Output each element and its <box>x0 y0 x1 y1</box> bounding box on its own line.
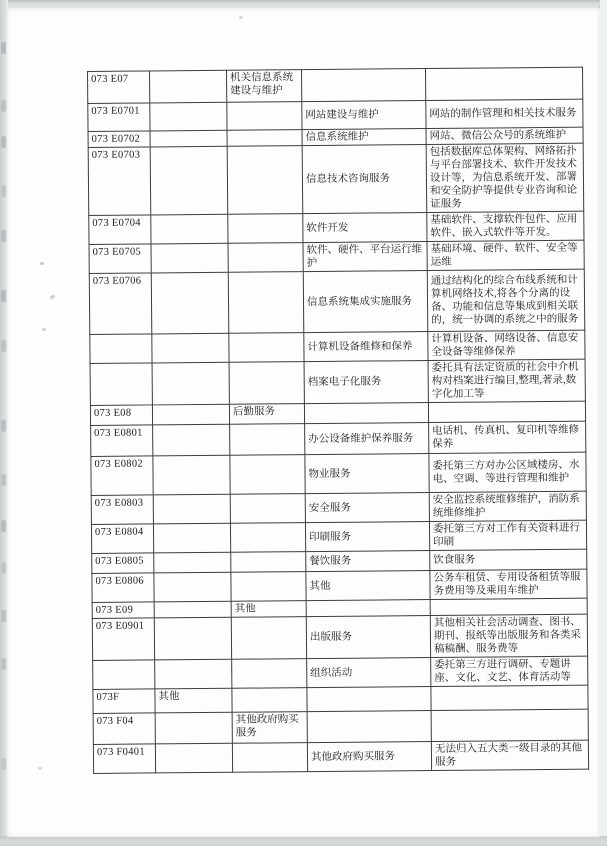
cell-level3: 软件开发 <box>303 213 427 243</box>
cell-code <box>90 334 152 364</box>
cell-level1 <box>151 243 228 273</box>
cell-desc: 通过结构化的综合布线系统和计算机网络技术,将各个分离的设备、功能和信息等集成到相关联的，统一协调的系统之中的服务 <box>427 269 585 331</box>
cell-level3 <box>306 600 430 617</box>
table-row <box>92 614 587 660</box>
cell-level1 <box>151 272 229 334</box>
cell-desc: 委托第三方对工作有关资料进行印刷 <box>429 520 586 550</box>
cell-level3: 组织活动 <box>307 658 431 688</box>
cell-code: 073F <box>93 689 155 714</box>
cell-level2 <box>228 214 303 244</box>
cell-desc: 电话机、传真机、复印机等维修保养 <box>429 421 586 453</box>
cell-level3: 办公设备维护保养服务 <box>305 423 429 455</box>
cell-level2 <box>231 552 306 573</box>
cell-level1 <box>150 70 227 103</box>
table-row <box>93 709 588 744</box>
cell-code <box>93 660 155 690</box>
cell-level1 <box>154 617 231 660</box>
cell-desc <box>425 67 582 100</box>
cell-code: 073 E0704 <box>89 215 151 245</box>
cell-level2: 其他 <box>231 601 306 618</box>
cell-level3: 餐饮服务 <box>306 551 430 572</box>
cell-level1: 其他 <box>155 688 232 713</box>
table-row <box>89 211 584 244</box>
cell-desc: 其他相关社会活动调查、图书、期刊、报纸等出版服务和各类采稿稿酬、服务费等 <box>430 614 587 657</box>
table-row <box>91 452 586 495</box>
cell-level3: 信息系统集成实施服务 <box>303 271 428 333</box>
cell-level1 <box>152 404 229 425</box>
cell-level2 <box>232 688 307 713</box>
table-row <box>90 359 585 405</box>
cell-desc: 无法归入五大类一级目录的其他服务 <box>431 740 588 770</box>
cell-code: 073 E0706 <box>89 273 152 335</box>
cell-level1 <box>153 494 230 524</box>
cell-code: 073 E0801 <box>91 425 153 457</box>
cell-level3: 其他政府购买服务 <box>307 742 431 772</box>
cell-code: 073 E09 <box>92 602 154 619</box>
cell-desc: 计算机设备、网络设备、信息安全设备等维修保养 <box>428 330 585 360</box>
scan-speck-artifacts <box>40 262 44 265</box>
cell-code: 073 E0806 <box>92 573 154 603</box>
cell-desc: 网站的制作管理和相关技术服务 <box>426 99 583 128</box>
procurement-catalog-table <box>87 67 589 774</box>
cell-level2 <box>232 659 307 689</box>
cell-level1 <box>154 601 231 618</box>
cell-level1 <box>152 333 229 363</box>
cell-level2: 机关信息系统建设与维护 <box>226 70 301 103</box>
table-row <box>91 520 586 553</box>
cell-level2 <box>230 494 305 524</box>
cell-desc: 公务车租赁、专用设备租赁等服务费用等及乘用车维护 <box>430 569 587 599</box>
cell-code: 073 F04 <box>93 713 155 745</box>
cell-level2 <box>227 102 302 131</box>
cell-level1 <box>155 712 232 744</box>
cell-desc <box>431 709 588 741</box>
cell-level3 <box>307 687 431 712</box>
cell-code: 073 E0701 <box>88 103 150 132</box>
cell-level2 <box>229 362 304 405</box>
cell-level2 <box>227 130 302 147</box>
cell-level2 <box>228 272 304 334</box>
cell-level3: 出版服务 <box>306 616 430 659</box>
cell-level3 <box>304 403 428 424</box>
cell-level2 <box>232 743 307 773</box>
table-row <box>91 421 586 456</box>
cell-desc <box>430 598 587 615</box>
table-row <box>91 491 586 524</box>
cell-code: 073 E07 <box>88 71 150 104</box>
cell-level1 <box>155 659 232 689</box>
table-body <box>88 67 589 773</box>
cell-level3: 软件、硬件、平台运行维护 <box>303 242 427 272</box>
cell-code: 073 E0703 <box>88 147 151 216</box>
cell-code: 073 F0401 <box>93 744 155 774</box>
cell-code: 073 E08 <box>90 405 152 426</box>
cell-desc: 委托第三方进行调研、专题讲座、文化、文艺、体育活动等 <box>431 656 588 686</box>
cell-level1 <box>150 146 228 215</box>
cell-level2: 后勤服务 <box>229 404 304 425</box>
cell-level3: 印刷服务 <box>305 522 429 552</box>
cell-level1 <box>154 572 231 602</box>
cell-level1 <box>150 130 227 147</box>
cell-code: 073 E0805 <box>92 553 154 574</box>
table-row <box>88 67 583 103</box>
cell-level2 <box>227 146 303 215</box>
cell-level3: 计算机设备维修和保养 <box>304 332 428 362</box>
cell-level3: 其他 <box>306 571 430 601</box>
cell-code: 073 E0802 <box>91 456 153 496</box>
cell-code: 073 E0705 <box>89 244 151 274</box>
cell-level3 <box>301 69 425 102</box>
cell-desc: 基础软件、支撑软件包件、应用软件、嵌入式软件等开发。 <box>427 211 584 241</box>
table-row <box>88 143 584 215</box>
cell-level3: 信息技术咨询服务 <box>302 145 427 214</box>
cell-level3: 物业服务 <box>305 454 429 494</box>
scanner-edge-right <box>600 0 607 846</box>
cell-level2 <box>231 572 306 602</box>
cell-level2 <box>230 523 305 553</box>
cell-level2 <box>229 333 304 363</box>
cell-desc: 安全监控系统维修维护，消防系统维修维护 <box>429 491 586 521</box>
cell-level3: 安全服务 <box>305 493 429 523</box>
cell-code: 073 E0803 <box>91 495 153 525</box>
cell-level3 <box>307 711 431 743</box>
cell-level2: 其他政府购买服务 <box>232 712 307 744</box>
cell-desc: 委托第三方对办公区域楼房、水电、空调、等进行管理和维护 <box>429 452 586 492</box>
cell-level1 <box>153 424 230 456</box>
table-row <box>92 569 587 602</box>
cell-level3: 档案电子化服务 <box>304 361 428 404</box>
cell-desc <box>428 401 585 422</box>
cell-level1 <box>150 102 227 131</box>
table-row <box>89 240 584 273</box>
scanner-edge-bottom <box>0 836 607 846</box>
document-page <box>7 8 600 837</box>
cell-code: 073 E0702 <box>88 131 150 148</box>
cell-level2 <box>230 455 305 495</box>
cell-desc: 包括数据库总体架构、网络拓扑与平台部署技术、软件开发技术设计等，为信息系统开发、部署和安全防护等提供专业咨询和论证服务 <box>426 143 584 212</box>
cell-level3: 信息系统维护 <box>302 129 426 146</box>
cell-code: 073 E0804 <box>91 524 153 554</box>
cell-level1 <box>155 743 232 773</box>
table-row <box>88 99 583 131</box>
cell-desc: 基础环境、硬件、软件、安全等运维 <box>427 240 584 270</box>
cell-level2 <box>231 617 306 660</box>
cell-level1 <box>151 214 228 244</box>
cell-level3: 网站建设与维护 <box>302 101 426 130</box>
cell-level2 <box>230 424 305 456</box>
cell-code: 073 E0901 <box>92 618 154 661</box>
table-row <box>93 656 588 689</box>
cell-desc <box>431 685 588 710</box>
cell-code <box>90 363 152 406</box>
table-row <box>90 330 585 363</box>
cell-level1 <box>152 362 229 405</box>
table-row <box>89 269 585 334</box>
cell-level1 <box>154 552 231 573</box>
scan-edge-artifacts <box>1 42 6 54</box>
cell-desc: 饮食服务 <box>430 549 587 570</box>
cell-level2 <box>228 243 303 273</box>
table-row <box>93 740 588 773</box>
cell-desc: 网站、微信公众号的系统维护 <box>426 127 583 144</box>
cell-level1 <box>153 523 230 553</box>
cell-level1 <box>153 455 230 495</box>
cell-desc: 委托具有法定资质的社会中介机构对档案进行编目,整理,著录,数字化加工等 <box>428 359 585 402</box>
